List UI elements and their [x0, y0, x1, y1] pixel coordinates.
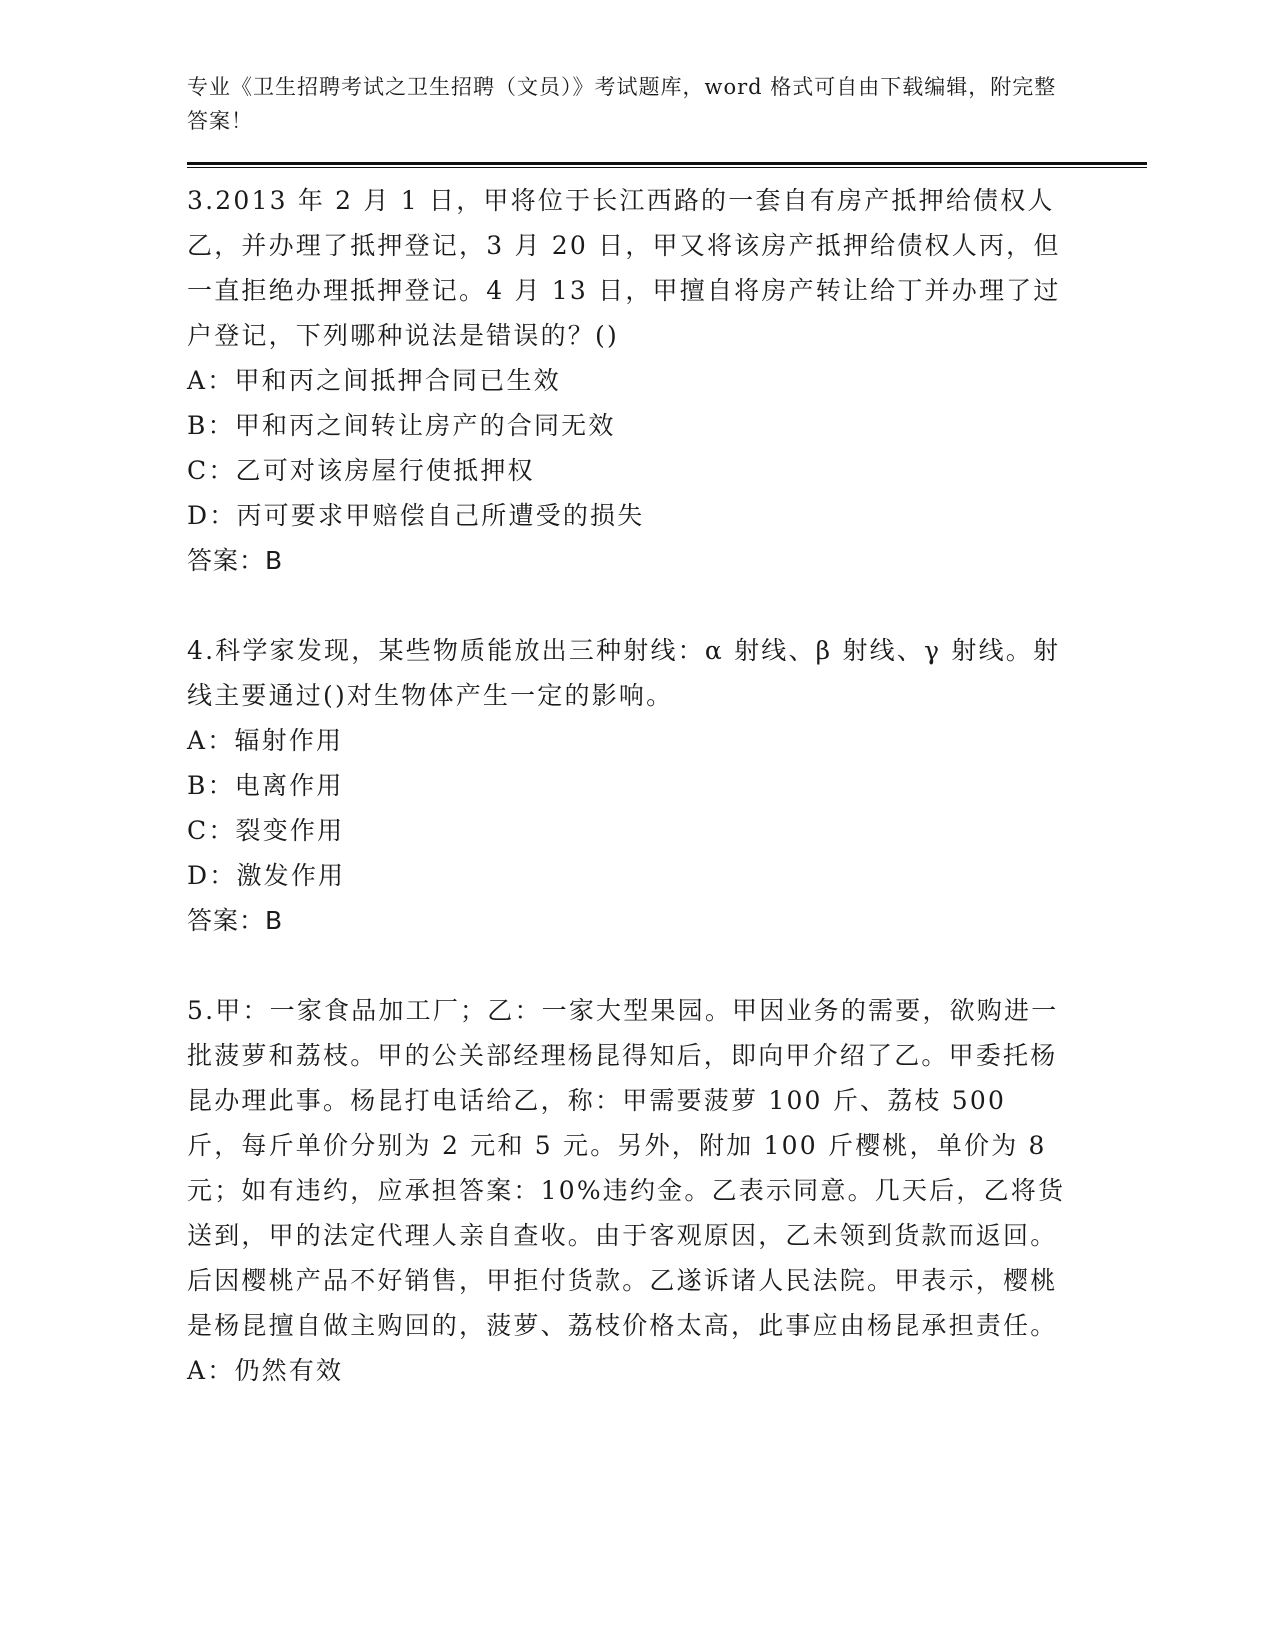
header-divider [187, 162, 1147, 168]
answer-line: 答案：B [187, 906, 284, 935]
option-a: A：辐射作用 [187, 726, 344, 755]
question-4 [187, 628, 1147, 943]
document-page [187, 70, 1147, 1393]
option-d: D：激发作用 [187, 861, 346, 890]
answer-line: 答案：B [187, 546, 284, 575]
question-3 [187, 178, 1147, 583]
option-d: D：丙可要求甲赔偿自己所遭受的损失 [187, 501, 645, 530]
question-5 [187, 988, 1147, 1393]
option-a: A：甲和丙之间抵押合同已生效 [187, 366, 561, 395]
option-c: C：裂变作用 [187, 816, 345, 845]
question-stem: 3.2013 年 2 月 1 日，甲将位于长江西路的一套自有房产抵押给债权人乙，并办理了抵押登记，3 月 20 日，甲又将该房产抵押给债权人丙，但一直拒绝办理抵押登记。4 月 13 日，甲擅自将房产转让给丁并办理了过户登记，下列哪种说法是错误的？() [187, 186, 1061, 350]
option-b: B：电离作用 [187, 771, 344, 800]
document-header: 专业《卫生招聘考试之卫生招聘（文员）》考试题库，word 格式可自由下载编辑，附完整答案！ [187, 75, 1057, 133]
option-c: C：乙可对该房屋行使抵押权 [187, 456, 535, 485]
option-a: A：仍然有效 [187, 1356, 344, 1385]
question-stem: 5.甲：一家食品加工厂；乙：一家大型果园。甲因业务的需要，欲购进一批菠萝和荔枝。甲的公关部经理杨昆得知后，即向甲介绍了乙。甲委托杨昆办理此事。杨昆打电话给乙，称：甲需要菠萝 100 斤、荔枝 500 斤，每斤单价分别为 2 元和 5 元。另外，附加 100 斤樱桃，单价为 8 元；如有违约，应承担答案：10%违约金。乙表示同意。几天后，乙将货送到，甲的法定代理人亲自查收。由于客观原因，乙未领到货款而返回。后因樱桃产品不好销售，甲拒付货款。乙遂诉诸人民法院。甲表示，樱桃是杨昆擅自做主购回的，菠萝、荔枝价格太高，此事应由杨昆承担责任。 [187, 996, 1066, 1340]
question-stem: 4.科学家发现，某些物质能放出三种射线：α 射线、β 射线、γ 射线。射线主要通过()对生物体产生一定的影响。 [187, 636, 1061, 710]
option-b: B：甲和丙之间转让房产的合同无效 [187, 411, 616, 440]
